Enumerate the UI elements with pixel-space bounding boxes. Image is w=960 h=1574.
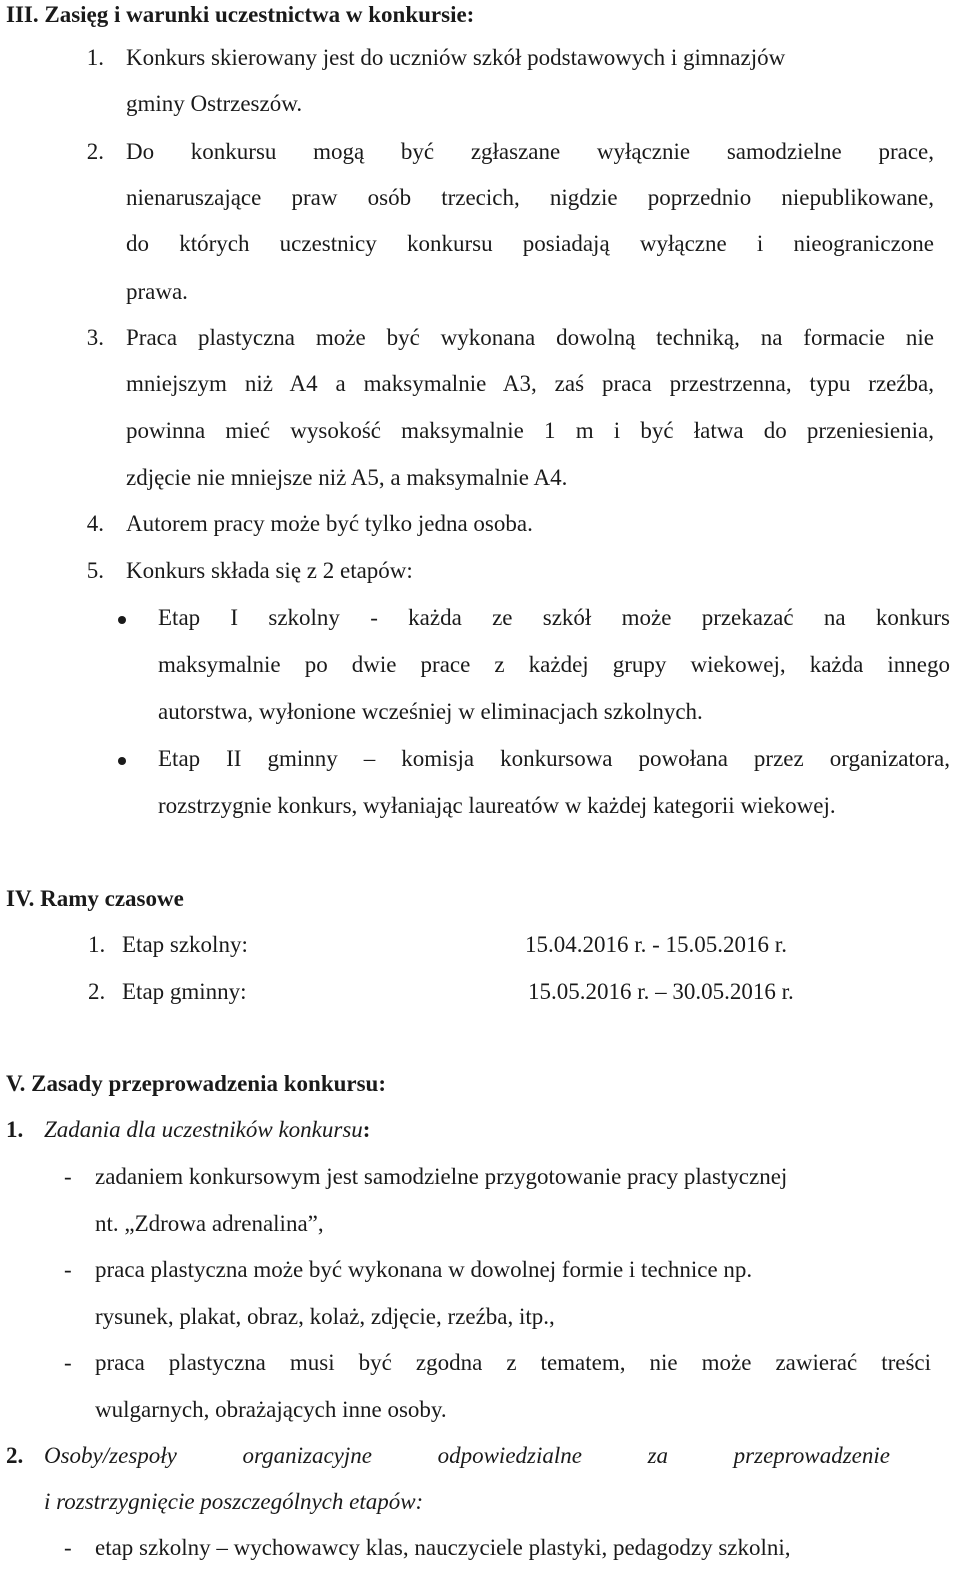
list-item-line: Do konkursu mogą być zgłaszane wyłącznie samodzielne prace, — [126, 139, 934, 164]
bullet-line: rozstrzygnie konkurs, wyłaniając laureatów w każdej kategorii wiekowej. — [158, 793, 836, 818]
dash-line: praca plastyczna musi być zgodna z tematem, nie może zawierać treści — [95, 1350, 931, 1375]
subsection-title: i rozstrzygnięcie poszczególnych etapów: — [44, 1489, 424, 1514]
dash-line: nt. „Zdrowa adrenalina”, — [95, 1211, 324, 1236]
bullet-icon — [118, 757, 126, 765]
section-3-heading: III. Zasięg i warunki uczestnictwa w konkursie: — [6, 2, 475, 27]
list-item-line: Konkurs skierowany jest do uczniów szkół podstawowych i gimnazjów — [126, 45, 786, 70]
list-number: 1. — [86, 45, 104, 70]
list-item-line: zdjęcie nie mniejsze niż A5, a maksymalnie A4. — [126, 465, 568, 490]
list-item-line: prawa. — [126, 279, 188, 304]
list-item-line: gminy Ostrzeszów. — [126, 91, 303, 116]
subsection-title-colon: : — [362, 1117, 371, 1142]
list-item-line: powinna mieć wysokość maksymalnie 1 m i być łatwa do przeniesienia, — [126, 418, 934, 443]
bullet-line: maksymalnie po dwie prace z każdej grupy wiekowej, każda innego — [158, 652, 950, 677]
timeline-dates: 15.05.2016 r. – 30.05.2016 r. — [528, 979, 794, 1004]
bullet-line: Etap II gminny – komisja konkursowa powołana przez organizatora, — [158, 746, 950, 771]
list-item-line: do których uczestnicy konkursu posiadają wyłączne i nieograniczone — [126, 231, 934, 256]
subsection-number: 2. — [6, 1443, 24, 1468]
list-number: 4. — [86, 511, 104, 536]
dash-line: wulgarnych, obrażających inne osoby. — [95, 1397, 447, 1422]
dash-marker: - — [64, 1164, 72, 1189]
bullet-line: Etap I szkolny - każda ze szkół może przekazać na konkurs — [158, 605, 950, 630]
list-item-line: nienaruszające praw osób trzecich, nigdzie poprzednio niepublikowane, — [126, 185, 934, 210]
subsection-title-text: Zadania dla uczestników konkursu — [44, 1117, 363, 1142]
bullet-icon — [118, 616, 126, 624]
timeline-number: 2. — [88, 979, 106, 1004]
dash-line: zadaniem konkursowym jest samodzielne przygotowanie pracy plastycznej — [95, 1164, 788, 1189]
timeline-number: 1. — [88, 932, 106, 957]
dash-line: etap szkolny – wychowawcy klas, nauczyciele plastyki, pedagodzy szkolni, — [95, 1535, 791, 1560]
list-number: 2. — [86, 139, 104, 164]
list-item-line: Autorem pracy może być tylko jedna osoba. — [126, 511, 533, 536]
timeline-dates: 15.04.2016 r. - 15.05.2016 r. — [525, 932, 787, 957]
dash-marker: - — [64, 1535, 72, 1560]
dash-marker: - — [64, 1350, 72, 1375]
dash-line: praca plastyczna może być wykonana w dowolnej formie i technice np. — [95, 1257, 753, 1282]
timeline-label: Etap szkolny: — [122, 932, 248, 957]
subsection-title — [44, 1117, 370, 1143]
dash-marker: - — [64, 1257, 72, 1282]
dash-line: rysunek, plakat, obraz, kolaż, zdjęcie, rzeźba, itp., — [95, 1304, 555, 1329]
timeline-label: Etap gminny: — [122, 979, 247, 1004]
list-item-line: mniejszym niż A4 a maksymalnie A3, zaś praca przestrzenna, typu rzeźba, — [126, 371, 934, 396]
section-5-heading: V. Zasady przeprowadzenia konkursu: — [6, 1071, 387, 1096]
bullet-line: autorstwa, wyłonione wcześniej w eliminacjach szkolnych. — [158, 699, 703, 724]
list-number: 5. — [86, 558, 104, 583]
subsection-title: Osoby/zespoły organizacyjne odpowiedzialne za przeprowadzenie — [44, 1443, 890, 1468]
section-4-heading: IV. Ramy czasowe — [6, 886, 184, 911]
subsection-number: 1. — [6, 1117, 24, 1142]
list-number: 3. — [86, 325, 104, 350]
list-item-line: Konkurs składa się z 2 etapów: — [126, 558, 413, 583]
list-item-line: Praca plastyczna może być wykonana dowolną techniką, na formacie nie — [126, 325, 934, 350]
